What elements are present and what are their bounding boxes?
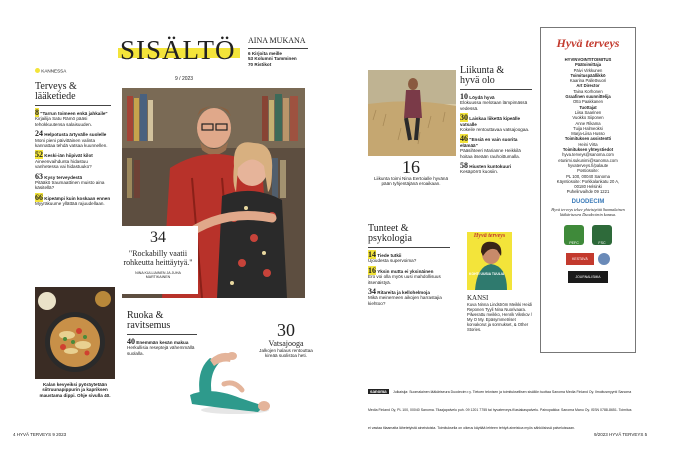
section-title: Terveys & lääketiede xyxy=(35,81,77,102)
quote-page-number: 34 xyxy=(150,229,166,246)
toc-entry[interactable]: 8 "Tarrun toimeen enkä jahkaile" Kirjailija Satu Rämö pääsi tehokkuutensa salaisuuden. xyxy=(35,108,108,127)
masthead-line: Tuottajat xyxy=(579,104,597,110)
kannessa-label: KANNESSA xyxy=(35,68,66,73)
yoga-photo xyxy=(180,340,270,415)
masthead-line: Art Director xyxy=(576,83,600,89)
masthead-line: PL 100, 00040 Sanoma xyxy=(566,173,610,179)
duodecim-text: Hyvä terveys tekee yhteistyötä Suomalainen lääkäriseura Duodecimin kanssa. xyxy=(551,206,625,217)
section-title: Tunteet & psykologia xyxy=(368,223,412,244)
masthead-line: Käyntiosoite: Porkkalankatu 20 A, xyxy=(556,178,620,184)
masthead-line: Heini Virta xyxy=(578,141,598,147)
masthead-line: etunimi.sukunimi@sanoma.com xyxy=(558,157,618,163)
masthead-logo: Hyvä terveys xyxy=(556,36,620,50)
masthead-line: Postiosoite: xyxy=(577,168,599,174)
cover-woman-image xyxy=(467,240,512,290)
masthead-line: Taina Korhonen xyxy=(573,88,603,94)
masthead-line: Anne Rikama xyxy=(575,120,601,126)
vatsajooga-text: Jalkojen halaus rentouttaa kireää suolistoa heti. xyxy=(259,348,313,359)
cover-thumbnail[interactable] xyxy=(467,232,512,290)
footer-left: 4 HYVÄ TERVEYS 9 2023 xyxy=(13,432,67,437)
masthead-line: Marja-Liisa Husso xyxy=(571,131,605,137)
masthead-line: Otto Paakkanen xyxy=(572,99,604,105)
kansi-text: Kuva Ninna Lindström Meikki Heidi Reponen Tyyli Nina Nuorivaara. Pilwerattu meikko, Henrik Vikskov / My O My. Epäsymmetriset korvakorut ja sormukset, & Other Stories. xyxy=(467,302,533,332)
masthead-line: hyvaterveys.fi/palaute xyxy=(567,162,609,168)
fsc-badge: FSC xyxy=(592,225,612,245)
yoga-figure-image xyxy=(180,340,270,415)
pefc-badge: PEFC xyxy=(564,225,584,245)
toc-entry[interactable]: 40 Enemmän kesän makua Herkullisia reseptejä vähemmällä suolalla. xyxy=(127,337,195,356)
toc-entry[interactable]: 52 Keski-iän hiipivät kilot Aineenvaihdunta hidastuu vanhetessa vai hidastuuko? xyxy=(35,150,93,170)
vatsajooga-number: 30 xyxy=(277,320,295,340)
cover-brand: Hyvä terveys xyxy=(473,233,506,239)
page-title: SISÄLTÖ xyxy=(120,35,236,66)
cover-dot-icon xyxy=(35,68,40,73)
masthead-staff-list xyxy=(541,57,635,195)
masthead-line: Toimituspäällikkö xyxy=(570,72,606,78)
toc-entry[interactable]: 30 Laiskaa liikettä kipeälle vatsalle Kokeile rentouttavaa vatsajoogaa. xyxy=(460,113,530,133)
walker-caption: Liikunta toimi Nina Eertoialle hyvänä pään tyhjentäjänä eroaikaan. xyxy=(373,176,449,187)
section-title: Liikunta & hyvä olo xyxy=(460,65,505,86)
masthead-line: Tuija Halmeoksi xyxy=(573,125,603,131)
footer-right: 9/2023 HYVÄ TERVEYS 5 xyxy=(594,432,648,437)
kansi-title: KANSI xyxy=(467,294,489,302)
masthead-line: 00180 Helsinki xyxy=(574,184,602,190)
food-photo-image xyxy=(35,287,115,379)
sustainability-badge: KESTÄVÄ xyxy=(566,253,594,265)
quote-caption: NINA KULLIAINEN JA JUHA MARTIKAINEN xyxy=(135,271,181,280)
toc-entry[interactable]: 16 Yksin mutta ei yksinäinen Ero voi olla myös uusi mahdollisuus itsenäistyä. xyxy=(368,265,441,285)
masthead-line: Kaarina Pallettvuori xyxy=(569,78,607,84)
journalism-badge: JOURNALISMIA xyxy=(568,271,608,283)
masthead-line: HYVINVOINTITOIMITUS xyxy=(564,57,612,62)
masthead-line: Päivi Virkkunen xyxy=(573,67,603,73)
walker-page-number: 16 xyxy=(402,157,420,177)
section-title: Ruoka & ravitsemus xyxy=(127,310,171,331)
footer-imprint xyxy=(368,380,634,434)
section-tunteet xyxy=(368,224,450,306)
kansi-block xyxy=(467,294,533,332)
aina-mukana-title: AINA MUKANA xyxy=(248,36,306,45)
quote-text: "Rockabilly vaatii rohkeutta heittäytyä." xyxy=(123,249,193,267)
cover-tag: KOHTI UUSIA TUULIA xyxy=(469,272,505,276)
aina-mukana xyxy=(248,36,308,67)
toc-entry[interactable]: 63 Kysy terveydestä Pitääkö traumaattinen muisto aina käsitellä? xyxy=(35,171,105,191)
walker-photo xyxy=(368,70,456,156)
ecolabel-badge xyxy=(598,253,610,265)
masthead-line: Toimituksen assistentti xyxy=(564,136,612,142)
couple-quote-box xyxy=(118,226,198,294)
walker-photo-image xyxy=(368,70,456,156)
toc-entry[interactable]: 10 Löydä hyvä Elokuussa melotaan lämpimässä vedessä. xyxy=(460,92,528,111)
section-liikunta xyxy=(460,66,532,175)
walker-caption-block xyxy=(372,158,450,187)
issue-number: 9 / 2023 xyxy=(175,76,194,82)
vatsajooga-title: Vatsajooga xyxy=(268,339,304,348)
toc-entry[interactable]: 34 Ritareita ja kellohelmoja Mikä meinerneen aikojen harrastajia kiehtoo? xyxy=(368,287,442,306)
toc-entry[interactable]: 24 Helpotusta ärtyvälle suolelle Moni pieni päivittäinen valinta kannattaa tehdä vatsaa kuunnellen. xyxy=(35,129,108,149)
masthead-box xyxy=(540,27,636,353)
aina-item: 6 Kirjoita meille xyxy=(248,51,282,56)
section-terveys xyxy=(35,82,111,207)
masthead-line: Toimituksen yhteystiedot xyxy=(562,147,614,153)
masthead-line: Graafinen suunnittelija xyxy=(565,94,611,100)
masthead-line: Liisa Saarinen xyxy=(574,109,602,115)
duodecim-logo: DUODECIM xyxy=(571,198,605,205)
aina-item: 70 Ristikot xyxy=(248,61,272,67)
toc-entry[interactable]: 46 "Ensiä en vain suorita elämää" Pääsihteeri Marianne Heikkilä hoitaa itseään rauhoittumalla. xyxy=(460,134,521,159)
aina-item: 53 Kolumni Tamminen xyxy=(248,56,297,62)
food-photo xyxy=(35,287,115,379)
imprint-text: Julkaisija: Suomalainen lääkäriseura Duodecim r.y. Tietoen teknisen ja toimituksellisen sisällön tuottaa Sanoma Media Finland Oy. Ilmoitusmyynti Sanoma Media Finland Oy, PL 100, 00040 Sanoma. Tilaajapalvelu puh. 09 1201 7755 tai hyvaterveys.fi/asiakaspalvelu. Painopaikka: Sanoma Manu Oy. ISSN 0788-8651. Toimitus ei vastaa tilaamatta lähetetyistä aineistoista. Toimituksella on oikeus käyttää lehteen tehtyä aineistoa myös sähköisissä palveluissaan. xyxy=(368,390,632,430)
sanoma-logo: sanoma xyxy=(370,389,387,394)
toc-entry[interactable]: 66 Kipeämpi kuin koskaan ennen Myyräkuume yllättää rajuudellaan. xyxy=(35,192,111,207)
toc-entry[interactable]: 14 Tiede tutkii Ujoudesta supervoima? xyxy=(368,250,417,264)
masthead-line: Päätoimittaja xyxy=(574,62,602,68)
masthead-line: hyva.terveys@sanoma.com xyxy=(562,152,614,158)
food-caption: Kalan kevyeiksi pyöräytetään siitruunapippurin ja kapriksen maustama dippi. Ohje sivulla 40. xyxy=(39,382,111,398)
masthead-line: Puhelinvaihde 09 1221 xyxy=(566,189,610,195)
toc-entry[interactable]: 58 Hiusten kuntokuuri Kesäpörrö kuosiin. xyxy=(460,161,512,175)
masthead-line: Vuokko Siiponen xyxy=(572,115,604,121)
